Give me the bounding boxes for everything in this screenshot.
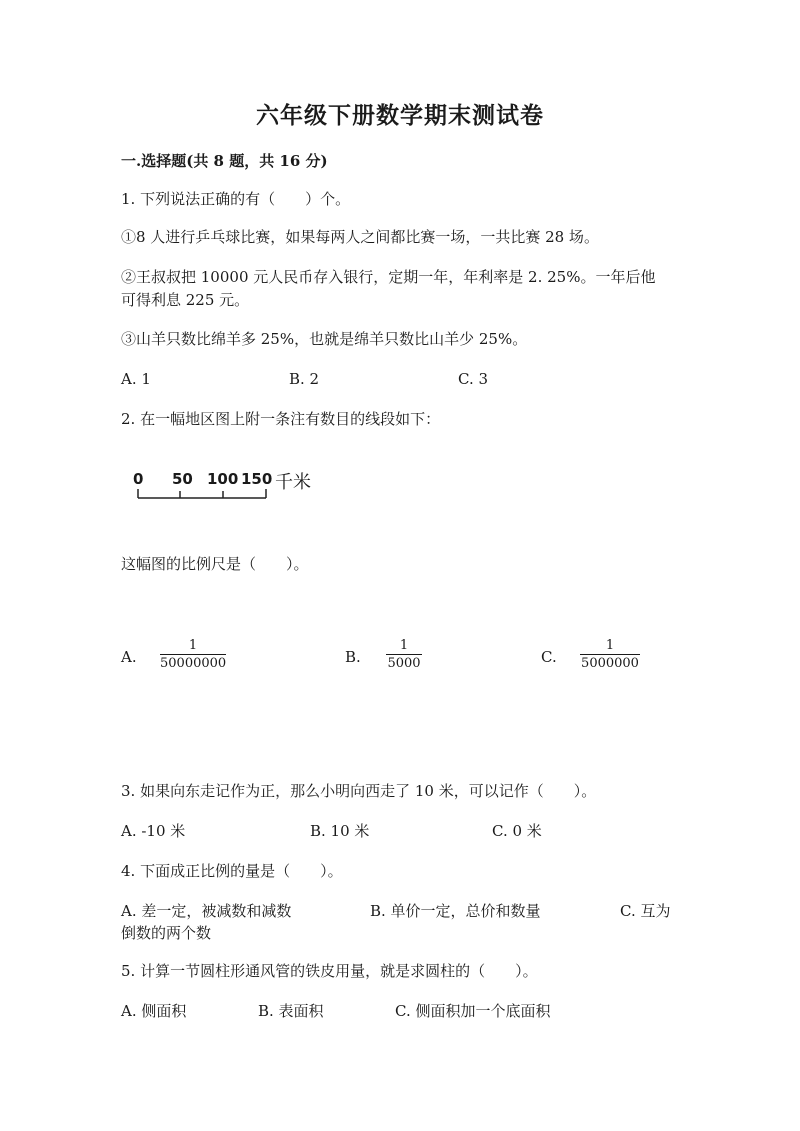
q2-option-b-denominator: 5000 <box>387 656 421 671</box>
q4-option-a: A. 差一定，被减数和减数 <box>121 902 292 920</box>
q3-option-a: A. -10 米 <box>121 822 186 840</box>
q4-stem: 4. 下面成正比例的量是（ ）。 <box>121 862 343 880</box>
q2-option-a-denominator: 50000000 <box>160 656 227 671</box>
q2-option-c-denominator: 5000000 <box>581 656 639 671</box>
q4-option-b: B. 单价一定，总价和数量 <box>370 902 541 920</box>
q1-statement-2-line-1: ②王叔叔把 10000 元人民币存入银行，定期一年，年利率是 2. 25%。一年后他 <box>121 268 656 286</box>
q3-stem: 3. 如果向东走记作为正，那么小明向西走了 10 米，可以记作（ ）。 <box>121 782 597 800</box>
q1-statement-1: ①8 人进行乒乓球比赛，如果每两人之间都比赛一场，一共比赛 28 场。 <box>121 228 599 246</box>
q5-option-a: A. 侧面积 <box>121 1002 187 1020</box>
q1-option-c: C. 3 <box>458 370 489 388</box>
q1-statement-3: ③山羊只数比绵羊多 25%，也就是绵羊只数比山羊少 25%。 <box>121 330 528 348</box>
q2-option-a-letter: A. <box>121 648 137 666</box>
scale-label-0: 0 <box>133 470 144 488</box>
q1-option-a: A. 1 <box>121 370 151 388</box>
scale-label-150: 150 <box>241 470 273 488</box>
q2-option-b-fraction <box>386 638 422 671</box>
section-heading: 一.选择题(共 8 题，共 16 分) <box>121 152 328 170</box>
q2-stem: 2. 在一幅地区图上附一条注有数目的线段如下： <box>121 410 441 428</box>
scale-label-50: 50 <box>172 470 193 488</box>
q1-stem: 1. 下列说法正确的有（ ）个。 <box>121 190 351 208</box>
q4-option-c-continuation: 倒数的两个数 <box>121 924 212 942</box>
q1-option-b: B. 2 <box>289 370 320 388</box>
q5-stem: 5. 计算一节圆柱形通风管的铁皮用量，就是求圆柱的（ ）。 <box>121 962 538 980</box>
q2-question: 这幅图的比例尺是（ ）。 <box>121 555 309 573</box>
scale-bar-line <box>130 485 280 505</box>
q3-option-c: C. 0 米 <box>492 822 542 840</box>
q2-option-c-numerator: 1 <box>605 638 615 653</box>
q2-option-b-letter: B. <box>345 648 361 666</box>
q2-option-a-fraction <box>160 638 226 671</box>
q4-option-c: C. 互为 <box>620 902 671 920</box>
q2-option-c-letter: C. <box>541 648 557 666</box>
scale-label-100: 100 <box>207 470 239 488</box>
q2-option-c-fraction <box>580 638 640 671</box>
q3-option-b: B. 10 米 <box>310 822 370 840</box>
page-title: 六年级下册数学期末测试卷 <box>256 102 544 129</box>
scale-unit-label: 千米 <box>275 472 311 493</box>
q2-option-b-numerator: 1 <box>399 638 409 653</box>
q2-option-a-numerator: 1 <box>188 638 198 653</box>
q5-option-b: B. 表面积 <box>258 1002 324 1020</box>
q5-option-c: C. 侧面积加一个底面积 <box>395 1002 551 1020</box>
q1-statement-2-line-2: 可得利息 225 元。 <box>121 291 250 309</box>
